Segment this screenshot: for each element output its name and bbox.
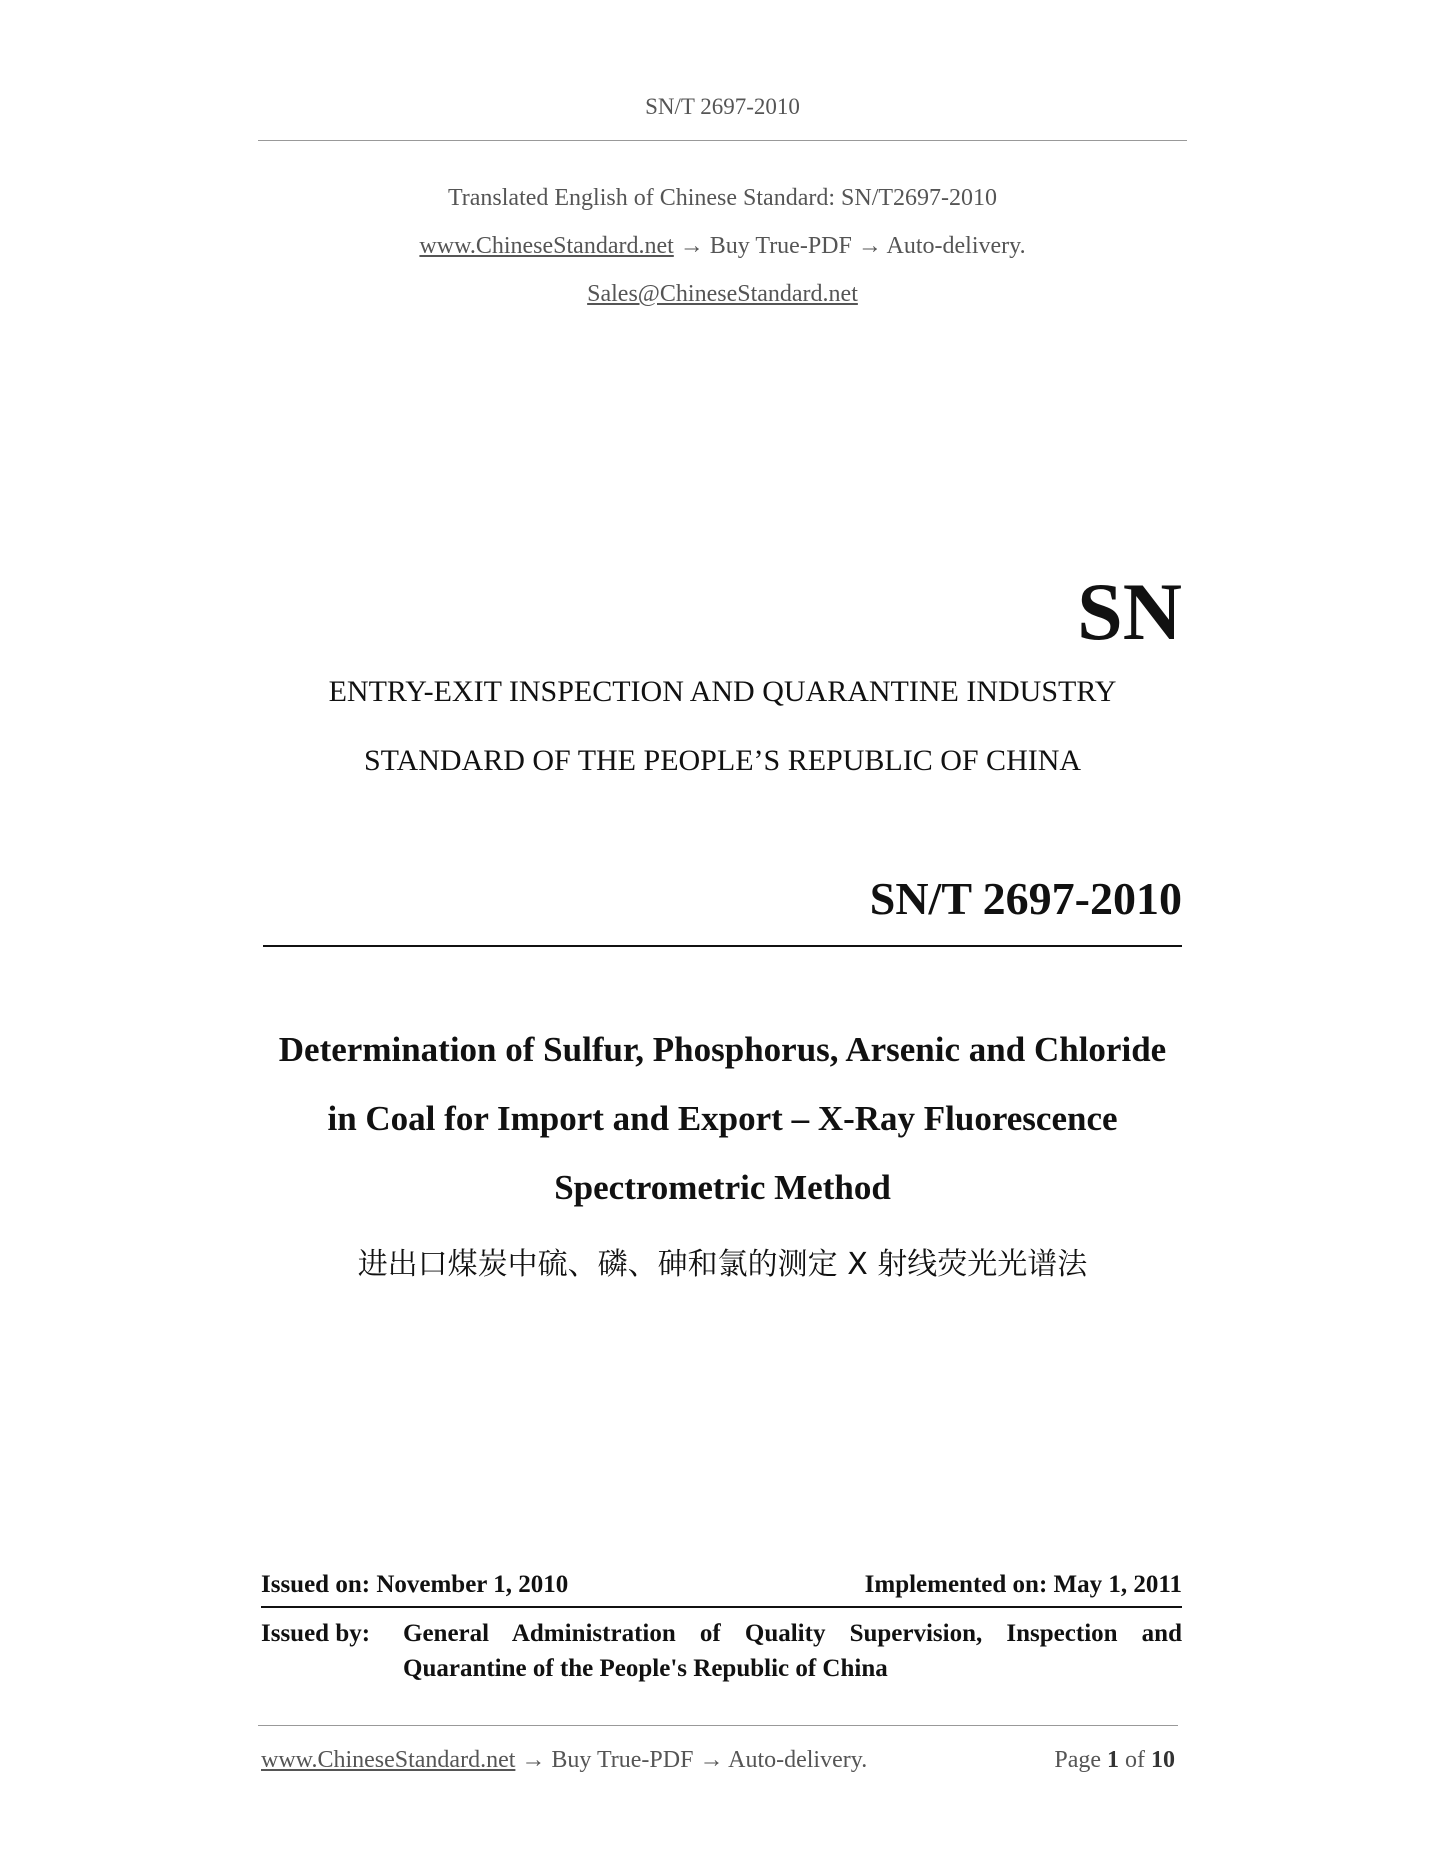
of-word: of bbox=[1125, 1747, 1145, 1773]
standard-logo-text: SN bbox=[1077, 566, 1182, 657]
standard-number-divider bbox=[263, 945, 1182, 947]
footer-site-link[interactable]: www.ChineseStandard.net bbox=[261, 1747, 516, 1773]
sales-email-link[interactable]: Sales@ChineseStandard.net bbox=[587, 281, 858, 307]
page-current: 1 bbox=[1107, 1747, 1119, 1773]
issue-divider bbox=[261, 1606, 1182, 1608]
sales-notice bbox=[0, 281, 1445, 308]
page-total: 10 bbox=[1151, 1747, 1175, 1773]
issued-by-label: Issued by: bbox=[261, 1620, 371, 1647]
issued-on: Issued on: November 1, 2010 bbox=[261, 1571, 569, 1598]
site-link[interactable]: www.ChineseStandard.net bbox=[419, 233, 674, 259]
title-chinese: 进出口煤炭中硫、磷、砷和氯的测定 X 射线荧光光谱法 bbox=[357, 1247, 1088, 1282]
issued-by-line-2: Quarantine of the People's Republic of China bbox=[403, 1655, 888, 1682]
org-line-1: ENTRY-EXIT INSPECTION AND QUARANTINE INDUSTRY bbox=[328, 675, 1117, 708]
title-line-3: Spectrometric Method bbox=[554, 1168, 891, 1207]
issued-by-line-1: General Administration of Quality Supervision, Inspection and bbox=[403, 1620, 1182, 1647]
buy-text: → Buy True-PDF → Auto-delivery. bbox=[673, 233, 1026, 259]
header-divider bbox=[258, 140, 1187, 141]
footer-buy-text: → Buy True-PDF → Auto-delivery. bbox=[515, 1747, 868, 1773]
footer-divider bbox=[258, 1725, 1178, 1726]
title-line-1: Determination of Sulfur, Phosphorus, Arsenic and Chloride bbox=[278, 1030, 1167, 1069]
page-word: Page bbox=[1054, 1747, 1101, 1773]
running-header: SN/T 2697-2010 bbox=[645, 94, 800, 119]
buy-notice bbox=[0, 233, 1445, 260]
org-line-2: STANDARD OF THE PEOPLE’S REPUBLIC OF CHINA bbox=[363, 744, 1082, 777]
translation-notice: Translated English of Chinese Standard: SN/T2697-2010 bbox=[447, 185, 998, 211]
page-indicator bbox=[1054, 1747, 1175, 1774]
implemented-on: Implemented on: May 1, 2011 bbox=[864, 1571, 1182, 1598]
title-line-2: in Coal for Import and Export – X-Ray Fluorescence bbox=[327, 1099, 1118, 1138]
footer-notice bbox=[261, 1747, 867, 1774]
standard-number: SN/T 2697-2010 bbox=[869, 873, 1182, 924]
